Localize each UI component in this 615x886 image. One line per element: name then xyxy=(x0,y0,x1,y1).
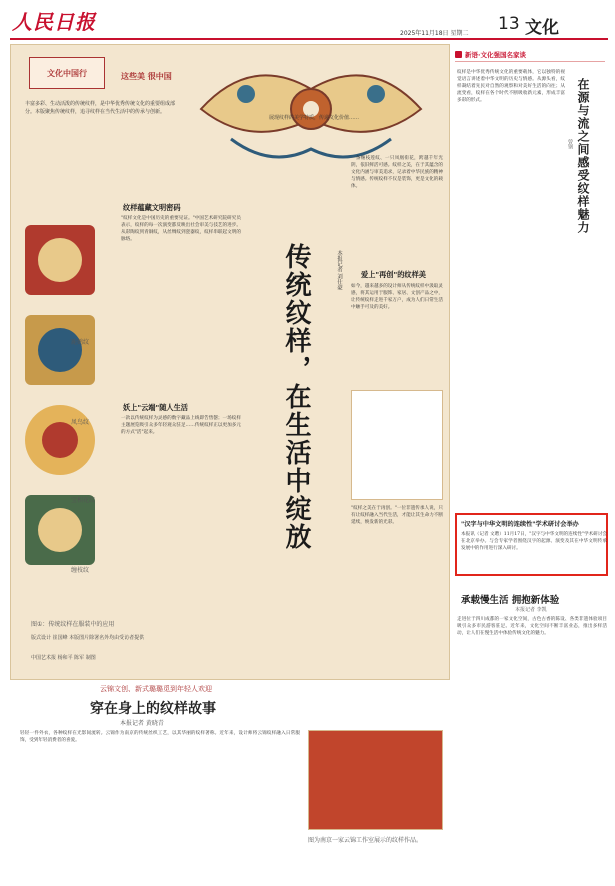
pattern-label-3: 宝相花纹 xyxy=(71,497,96,504)
article-title: 穿在身上的纹样故事 xyxy=(90,701,216,717)
right-column xyxy=(455,44,610,880)
newspaper-logo: 人民日报 xyxy=(12,10,96,34)
news-brief-body: 本报讯（记者 文聘）11月17日，"汉字与中华文明的连续性"学术研讨会在北京举办。与会专家学者围绕汉字的起源、演变及其在中华文明传承发展中的作用进行深入研讨。 xyxy=(461,532,608,551)
article-byline: 本报记者 黄晓青 xyxy=(120,720,164,727)
article-body: 轻轻一件外衣，各种纹样在光影间流转。云锦作为南京的传统丝织工艺，以其华丽的纹样著称。近年来，设计师将云锦纹样融入日常服饰，受到年轻消费者的喜爱。 xyxy=(20,731,300,743)
issue-date: 2025年11月18日 星期二 xyxy=(400,30,469,37)
body-column-2: 一款以传统纹样为灵感的数字藏品上线即告售罄；一场纹样主题展览吸引众多年轻观众驻足……传统纹样正以更加多元的方式"活"起来。 xyxy=(121,416,241,435)
body-column-5: "纹样之美在于再创。"一位非遗传承人说，只有让纹样融入当代生活，才能让其生命力不断延续，焕发新的光彩。 xyxy=(351,506,443,525)
bottom-article xyxy=(10,680,450,880)
photo-placeholder xyxy=(351,390,443,500)
body-column-1: "纹样文化是中国历史的重要见证。"中国艺术研究院研究员表示，纹样的每一次演变都反映出社会审美与技艺的进步。从彩陶纹到青铜纹，从丝绸纹到瓷器纹，纹样串联起文明的脉络。 xyxy=(121,216,241,242)
news-brief-box xyxy=(455,513,608,576)
body-column-3: 一条缠枝莲纹、一只凤凰衔花，跨越千年光阴，依旧鲜活可感。纹样之美，在于其蕴含的文化内涵与审美追求，记录着中华民族的精神与情感。传统纹样不仅是装饰，更是文化的载体。 xyxy=(351,156,443,189)
series-label: 新语·文化强国名家谈 xyxy=(455,48,605,62)
column-title: 在源与流之间感受纹样魅力 xyxy=(576,78,590,234)
lead-paragraph: 丰富多彩、生动活泼的传统纹样，是中华优秀传统文化的重要组成部分。本版聚焦传统纹样，追寻纹样在当代生活中的传承与创新。 xyxy=(25,101,176,115)
column-author: 曾钢 xyxy=(567,139,573,149)
column-body: 纹样是中华优秀传统文化的重要载体，它以独特的视觉语言讲述着中华文明的历史与情感。从源头看，纹样凝结着先民对自然的观察和对美好生活的向往；从流变看，纹样在各个时代不断吸收新元素，形成丰富多彩的形式。 xyxy=(457,70,565,103)
lead-paragraph-3: 展现纹样的美学特质，传递文化价值…… xyxy=(269,115,360,121)
photo-caption: 图为南京一家云锦工作室展示的纹样作品。 xyxy=(308,837,423,844)
news-brief-title: "汉字与中华文明的连续性"学术研讨会举办 xyxy=(461,521,579,528)
pattern-label-1: 鹿鹤纹 xyxy=(71,339,90,346)
masthead xyxy=(0,0,615,40)
article2-title: 承载慢生活 拥抱新体验 xyxy=(461,595,560,606)
article-photo xyxy=(308,730,443,830)
chart-credit: 中国艺术报 杨和平 陈军 制图 xyxy=(31,655,96,661)
subheading-1: 纹样蕴藏文明密码 xyxy=(123,203,181,212)
series-tag: 这些美 很中国 xyxy=(121,72,172,81)
section-name: 文化 xyxy=(525,18,559,38)
pattern-label-2: 凤鸟纹 xyxy=(71,419,90,426)
main-byline: 本报记者 刘仕豪 xyxy=(336,250,342,291)
brand-label: 文化中国行 xyxy=(29,57,105,89)
figure-caption: 图①：传统纹样在服装中的应用 xyxy=(31,621,115,628)
layout-credit: 版式设计 崔国峰 本版图片除署名外均由受访者提供 xyxy=(31,635,145,641)
main-title: 传统纹样，在生活中绽放 xyxy=(281,243,311,551)
page-number: 13 xyxy=(498,14,520,34)
masthead-rule xyxy=(10,38,608,40)
article-intro: 云锦文创、新式璐璐觅到年轻人欢迎 xyxy=(100,685,212,693)
body-column-4: 如今，越来越多的设计师从传统纹样中汲取灵感，将其运用于服饰、家居、文创产品之中，让传统纹样走进千家万户，成为人们日常生活中触手可及的美好。 xyxy=(351,284,443,310)
feature-panel xyxy=(10,44,450,680)
pattern-label-4: 缠枝纹 xyxy=(71,567,90,574)
subheading-3: 爱上"再创"的纹样美 xyxy=(361,270,426,279)
article2-body: 走进位于四川成都的一家文化空间，古色古香的陈设、各类非遗体验项目吸引众多市民游客驻足。近年来，文化空间不断丰富业态，推出多样活动，让人们在慢生活中体验传统文化的魅力。 xyxy=(457,617,607,636)
subheading-2: 妖上"云端"随人生活 xyxy=(123,403,188,412)
ornament-pattern-column xyxy=(15,225,105,685)
article2-byline: 本报记者 李凯 xyxy=(515,607,547,613)
